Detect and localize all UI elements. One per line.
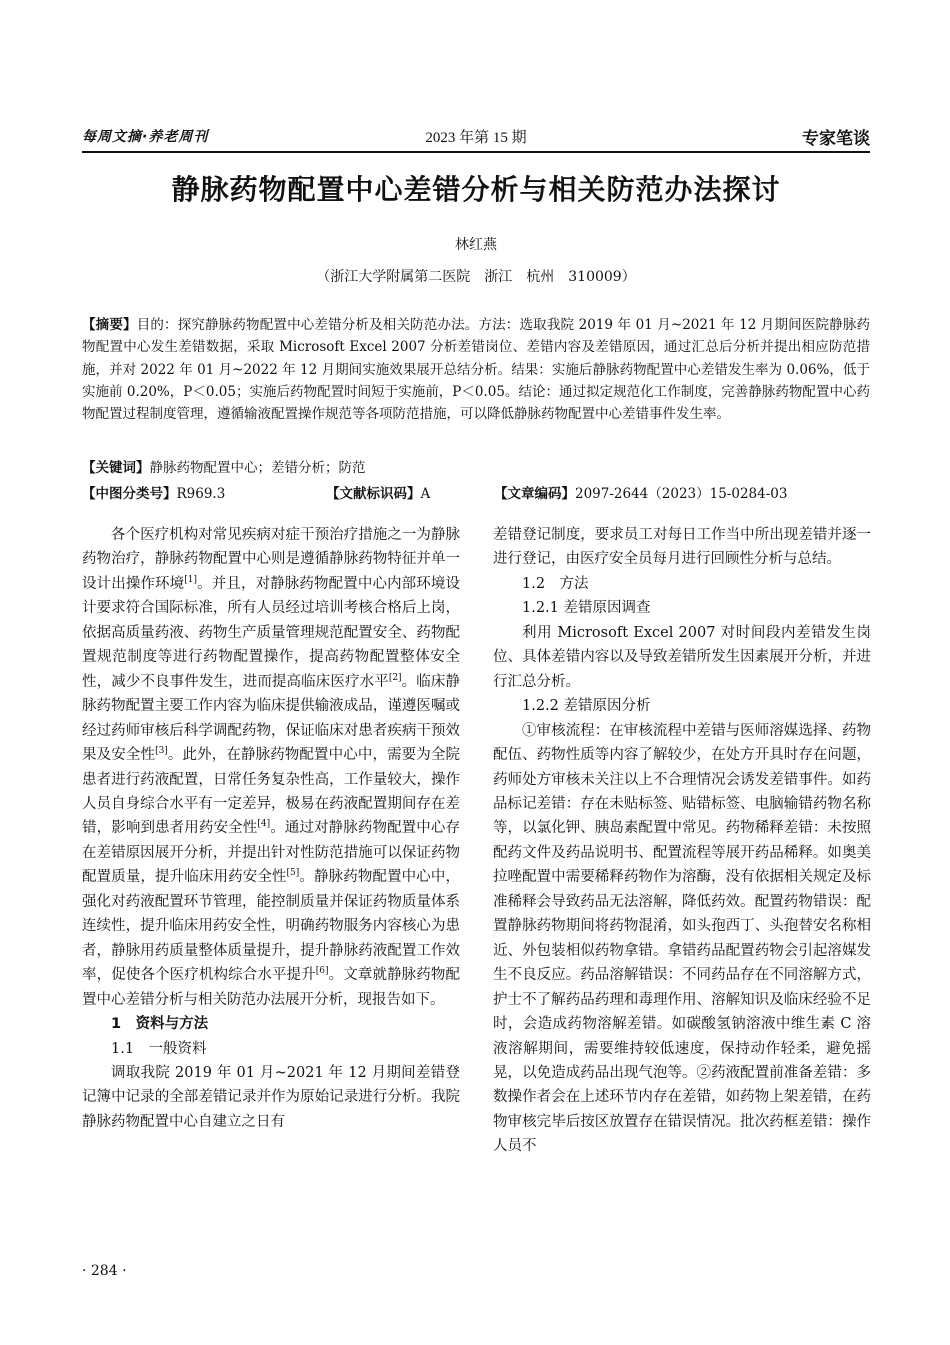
analysis-paragraph: ①审核流程：在审核流程中差错与医师溶媒选择、药物配伍、药物性质等内容了解较少，在处方开具时存在问题，药师处方审核未关注以上不合理情况会诱发差错事件。如药品标记差错：存在未贴标签、贴错标签、电脑输错药物名称等，以氯化钾、胰岛素配置中常见。药物稀释差错：未按照配药文件及药品说明书、配置流程等展开药品稀释。如奥美拉唑配置中需要稀释药物作为溶酶，没有依据相关规定及标准稀释会导致药品无法溶解，降低药效。配置药物错误：配置静脉药物期间将药物混淆，如头孢西丁、头孢替安名称相近、外包装相似药物拿错。拿错药品配置药物会引起溶媒发生不良反应。药品溶解错误：不同药品存在不同溶解方式，护士不了解药品药理和毒理作用、溶解知识及临床经验不足时，会造成药物溶解差错。如碳酸氢钠溶液中维生素 C 溶液溶解期间，需要维持较低速度，保持动作轻柔，避免摇晃，以免造成药品出现气泡等。②药液配置前准备差错：多数操作者会在上述环节内存在差错，如药物上架差错，在药物审核完毕后按区放置存在错误情况。批次药框差错：操作人员不 [493,722,871,1155]
continued-paragraph: 差错登记制度，要求员工对每日工作当中所出现差错并逐一进行登记，由医疗安全员每月进行回顾性分析与总结。 [493,527,871,568]
article-title: 静脉药物配置中心差错分析与相关防范办法探讨 [171,173,781,206]
keywords [82,456,870,476]
method-paragraph: 利用 Microsoft Excel 2007 对时间段内差错发生岗位、具体差错内容以及导致差错所发生因素展开分析，并进行汇总分析。 [493,624,871,690]
subsubsection-heading: 1.2.1 差错原因调查 [522,600,651,617]
abstract-text: 目的：探究静脉药物配置中心差错分析及相关防范办法。方法：选取我院 2019 年 01 月~2021 年 12 月期间医院静脉药物配置中心发生差错数据，采取 Microsoft Excel 2007 分析差错岗位、差错内容及差错原因，通过汇总后分析并提出相应防范措施，并对 2022 年 01 月~2022 年 12 月期间实施效果展开总结分析。结果：实施后静脉药物配置中心差错发生率为 0.06%，低于实施前 0.20%，P＜0.05；实施后药物配置时间短于实施前，P＜0.05。结论：通过拟定规范化工作制度，完善静脉药物配置中心药物配置过程制度管理，遵循输液配置操作规范等各项防范措施，可以降低静脉药物配置中心差错事件发生率。 [82,317,870,423]
abstract-label: 【摘要】 [82,317,137,333]
subsubsection-heading: 1.2.2 差错原因分析 [522,698,651,715]
abstract [82,314,870,425]
keywords-text: 静脉药物配置中心；差错分析；防范 [149,460,366,476]
classification-line [82,482,870,504]
document-code: 【文献标识码】A [326,486,431,502]
issue-number: 2023 年第 15 期 [425,130,527,146]
data-paragraph: 调取我院 2019 年 01 月~2021 年 12 月期间差错登记簿中记录的全部差错记录并作为原始记录进行分析。我院静脉药物配置中心自建立之日有 [82,1064,460,1130]
journal-name: 每周文摘·养老周刊 [82,129,209,145]
clc-code: 【中图分类号】R969.3 [82,486,226,502]
page-number: · 284 · [82,1263,127,1279]
left-column [82,523,460,1134]
author-affiliation: （浙江大学附属第二医院 浙江 杭州 310009） [316,269,636,285]
subsection-heading: 1.1 一般资料 [111,1040,207,1057]
header-rule [82,151,870,153]
section-heading: 1 资料与方法 [111,1016,209,1033]
article-code: 【文章编码】2097-2644（2023）15-0284-03 [494,486,788,502]
subsection-heading: 1.2 方法 [522,575,589,592]
keywords-label: 【关键词】 [82,460,150,476]
author-name: 林红燕 [455,237,497,253]
section-name: 专家笔谈 [802,129,870,149]
right-column [493,523,871,1159]
intro-paragraph: 各个医疗机构对常见疾病对症干预治疗措施之一为静脉药物治疗，静脉药物配置中心则是遵循静脉药物特征并单一设计出操作环境[1]。并且，对静脉药物配置中心内部环境设计要求符合国际标准，所有人员经过培训考核合格后上岗，依据高质量药液、药物生产质量管理规范配置安全、药物配置规范制度等进行药物配置操作，提高药物配置整体安全性，减少不良事件发生，进而提高临床医疗水平[2]。临床静脉药物配置主要工作内容为临床提供输液成品，谨遵医嘱或经过药师审核后科学调配药物，保证临床对患者疾病干预效果及安全性[3]。此外，在静脉药物配置中心中，需要为全院患者进行药液配置，日常任务复杂性高，工作量较大，操作人员自身综合水平有一定差异，极易在药液配置期间存在差错，影响到患者用药安全性[4]。通过对静脉药物配置中心存在差错原因展开分析，并提出针对性防范措施可以保证药物配置质量，提升临床用药安全性[5]。静脉药物配置中心中，强化对药液配置环节管理，能控制质量并保证药物质量体系连续性，提升临床用药安全性，明确药物服务内容核心为患者，静脉用药质量整体质量提升，提升静脉药液配置工作效率，促使各个医疗机构综合水平提升[6]。文章就静脉药物配置中心差错分析与相关防范办法展开分析，现报告如下。 [82,527,461,1008]
running-header [82,124,870,150]
